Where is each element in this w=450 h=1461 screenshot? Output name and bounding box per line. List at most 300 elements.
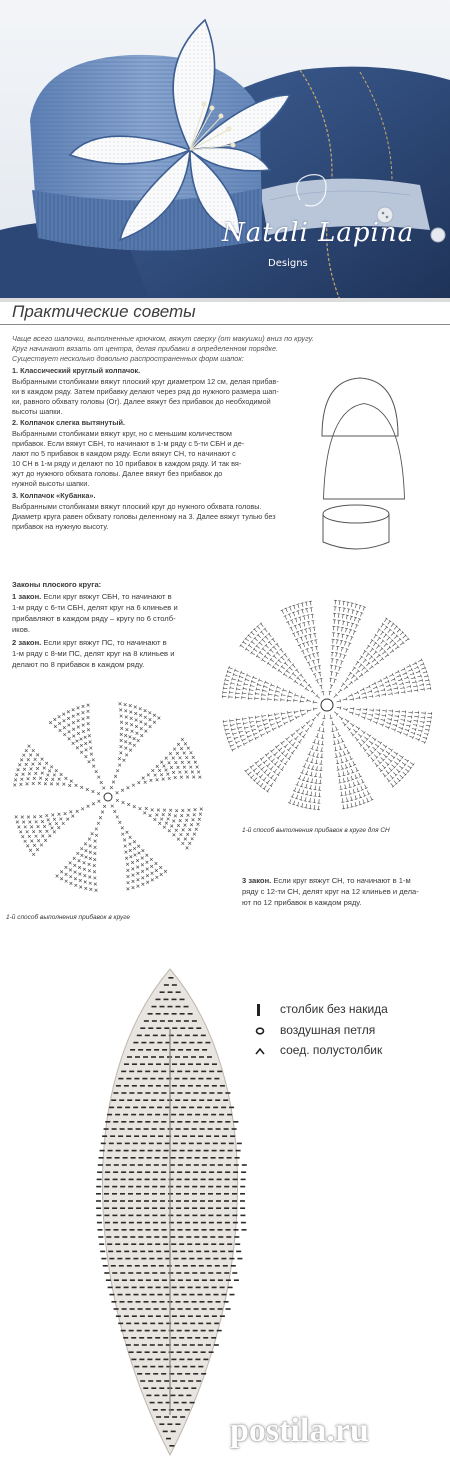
stitch-mark <box>136 866 139 869</box>
stitch-mark <box>375 712 379 716</box>
stitch-mark <box>178 1049 183 1051</box>
stitch-mark <box>365 645 370 650</box>
stitch-mark <box>190 1366 195 1368</box>
stitch-mark <box>280 757 285 762</box>
stitch-mark <box>349 710 354 714</box>
stitch-mark <box>124 1063 129 1065</box>
stitch-mark <box>414 689 418 693</box>
stitch-mark <box>144 723 147 726</box>
stitch-mark <box>312 653 316 658</box>
stitch-mark <box>233 673 238 677</box>
stitch-mark <box>160 1006 165 1008</box>
stitch-mark <box>270 782 275 787</box>
stitch-mark <box>371 682 376 686</box>
stitch-mark <box>107 1114 112 1116</box>
stitch-mark <box>358 656 363 661</box>
stitch-mark <box>256 720 261 724</box>
stitch-mark <box>168 991 173 993</box>
stitch-mark <box>196 1287 201 1289</box>
stitch-mark <box>211 1337 216 1339</box>
stitch-mark <box>133 840 136 843</box>
stitch-mark <box>180 776 183 779</box>
stitch-mark <box>332 679 336 684</box>
stitch-mark <box>231 727 236 731</box>
stitch-mark <box>237 1143 242 1145</box>
section-line: нужной высоты шапки. <box>12 479 90 488</box>
stitch-mark <box>168 1207 173 1209</box>
stitch-mark <box>184 1207 189 1209</box>
stitch-mark <box>181 1258 186 1260</box>
stitch-mark <box>137 739 140 742</box>
stitch-mark <box>153 1222 158 1224</box>
stitch-mark <box>39 830 42 833</box>
stitch-mark <box>165 1143 170 1145</box>
stitch-mark <box>310 608 314 612</box>
stitch-mark <box>190 1078 195 1080</box>
stitch-mark <box>195 828 198 831</box>
stitch-mark <box>193 1179 198 1181</box>
stitch-mark <box>160 761 163 764</box>
stitch-mark <box>409 761 414 766</box>
stitch-mark <box>171 1431 176 1433</box>
stitch-mark <box>115 1243 120 1245</box>
stitch-mark <box>233 1121 238 1123</box>
stitch-mark <box>340 792 344 796</box>
stitch-mark <box>406 685 411 689</box>
stitch-mark <box>273 768 278 773</box>
stitch-mark <box>296 610 300 615</box>
stitch-mark <box>153 1121 158 1123</box>
stitch-mark <box>354 795 358 800</box>
stitch-mark <box>32 830 35 833</box>
stitch-mark <box>180 1150 185 1152</box>
stitch-mark <box>225 1171 230 1173</box>
stitch-mark <box>308 628 312 633</box>
stitch-mark <box>156 1380 161 1382</box>
stitch-mark <box>376 750 381 755</box>
stitch-mark <box>310 772 314 777</box>
stitch-mark <box>164 1251 169 1253</box>
stitch-mark <box>90 753 93 756</box>
stitch-mark <box>196 1085 201 1087</box>
stitch-mark <box>390 678 395 682</box>
stitch-mark <box>396 777 401 782</box>
section-line: Диаметр круга равен обхвату головы деленному на 3. Далее вяжут тулью без <box>12 512 276 521</box>
intro-line: Круг начинают вязать от центра, делая прибавки в определенном порядке. <box>12 344 279 353</box>
stitch-mark <box>230 723 235 727</box>
stitch-mark <box>75 784 78 787</box>
stitch-mark <box>253 676 258 680</box>
stitch-mark <box>78 866 81 869</box>
stitch-mark <box>137 1092 142 1094</box>
stitch-mark <box>87 704 90 707</box>
stitch-mark <box>337 732 341 737</box>
stitch-mark <box>313 739 317 744</box>
stitch-mark <box>149 1143 154 1145</box>
stitch-mark <box>211 1157 216 1159</box>
stitch-mark <box>312 752 316 757</box>
stitch-mark <box>114 1279 119 1281</box>
stitch-mark <box>89 857 92 860</box>
stitch-mark <box>305 727 310 732</box>
stitch-mark <box>136 1215 141 1217</box>
stitch-mark <box>193 813 196 816</box>
stitch-mark <box>388 692 392 696</box>
stitch-mark <box>268 713 272 717</box>
stitch-mark <box>137 781 140 784</box>
stitch-mark <box>196 1315 201 1317</box>
stitch-mark <box>118 1135 123 1137</box>
stitch-mark <box>148 711 151 714</box>
stitch-mark <box>342 778 346 783</box>
stitch-mark <box>141 1042 146 1044</box>
stitch-mark <box>95 834 98 837</box>
stitch-mark <box>219 1243 224 1245</box>
stitch-mark <box>187 747 190 750</box>
stitch-mark <box>206 1078 211 1080</box>
stitch-mark <box>117 1143 122 1145</box>
stitch-mark <box>129 711 132 714</box>
stitch-mark <box>226 1236 231 1238</box>
stitch-mark <box>119 1099 124 1101</box>
stitch-mark <box>48 834 51 837</box>
stitch-mark <box>239 730 244 734</box>
stitch-mark <box>134 712 137 715</box>
stitch-mark <box>398 678 403 682</box>
stitch-mark <box>236 1150 241 1152</box>
stitch-mark <box>33 844 36 847</box>
stitch-mark <box>248 644 253 649</box>
stitch-mark <box>334 726 338 731</box>
stitch-mark <box>398 765 403 770</box>
stitch-mark <box>300 803 304 808</box>
stitch-mark <box>309 804 313 808</box>
stitch-mark <box>367 690 372 694</box>
stitch-mark <box>368 665 373 670</box>
stitch-mark <box>390 623 395 628</box>
stitch-mark <box>202 1049 207 1051</box>
stitch-mark <box>262 776 267 781</box>
stitch-mark <box>240 1207 245 1209</box>
stitch-mark <box>121 1071 126 1073</box>
stitch-mark <box>127 875 130 878</box>
stitch-mark <box>142 1366 147 1368</box>
stitch-mark <box>112 781 115 784</box>
stitch-mark <box>298 738 303 743</box>
stitch-mark <box>148 1063 153 1065</box>
stitch-mark <box>200 1207 205 1209</box>
stitch-mark <box>234 1229 239 1231</box>
stitch-mark <box>138 1308 143 1310</box>
stitch-mark <box>342 697 347 701</box>
stitch-mark <box>97 1171 102 1173</box>
stitch-mark <box>315 766 319 770</box>
stitch-mark <box>192 1186 197 1188</box>
stitch-mark <box>218 1229 223 1231</box>
stitch-mark <box>338 607 341 611</box>
stitch-mark <box>214 1078 219 1080</box>
stitch-mark <box>144 709 147 712</box>
stitch-mark <box>380 688 385 692</box>
stitch-mark <box>338 752 342 757</box>
stitch-mark <box>146 874 149 877</box>
stitch-mark <box>111 805 114 808</box>
stitch-mark <box>138 1229 143 1231</box>
stitch-mark <box>390 632 395 637</box>
stitch-mark <box>223 720 227 724</box>
stitch-mark <box>210 1279 215 1281</box>
stitch-mark <box>220 1287 225 1289</box>
stitch-mark <box>284 752 289 757</box>
stitch-mark <box>242 1164 247 1166</box>
stitch-mark <box>162 813 165 816</box>
stitch-mark <box>29 754 32 757</box>
stitch-mark <box>77 726 80 729</box>
stitch-mark <box>27 758 30 761</box>
stitch-mark <box>96 1215 101 1217</box>
stitch-mark <box>207 1056 212 1058</box>
stitch-mark <box>396 674 401 678</box>
stitch-mark <box>110 1135 115 1137</box>
stitch-mark <box>176 991 181 993</box>
stitch-mark <box>93 858 96 861</box>
stitch-mark <box>199 1265 204 1267</box>
stitch-mark <box>259 782 264 787</box>
stitch-mark <box>145 1330 150 1332</box>
stitch-mark <box>98 1236 103 1238</box>
stitch-mark <box>334 746 338 751</box>
stitch-mark <box>316 679 320 684</box>
stitch-mark <box>138 1279 143 1281</box>
stitch-mark <box>193 1373 198 1375</box>
stitch-mark <box>228 739 233 743</box>
stitch-mark <box>338 745 342 750</box>
stitch-mark <box>144 1186 149 1188</box>
stitch-mark <box>207 1099 212 1101</box>
stitch-mark <box>142 1294 147 1296</box>
stitch-mark <box>338 653 342 658</box>
stitch-mark <box>189 1107 194 1109</box>
stitch-mark <box>72 728 75 731</box>
stitch-mark <box>291 749 296 754</box>
stitch-mark <box>69 868 72 871</box>
stitch-mark <box>407 689 411 693</box>
stitch-mark <box>152 1301 157 1303</box>
stitch-mark <box>202 1279 207 1281</box>
stitch-mark <box>185 1071 190 1073</box>
stitch-mark <box>410 731 415 735</box>
stitch-mark <box>163 765 166 768</box>
stitch-mark <box>175 1423 180 1425</box>
stitch-mark <box>231 1265 236 1267</box>
stitch-mark <box>184 1020 189 1022</box>
stitch-mark <box>170 1395 175 1397</box>
stitch-mark <box>160 1207 165 1209</box>
stitch-mark <box>180 1027 185 1029</box>
stitch-mark <box>145 1092 150 1094</box>
stitch-mark <box>84 881 87 884</box>
stitch-mark <box>310 647 314 652</box>
stitch-mark <box>288 755 293 760</box>
stitch-mark <box>185 1092 190 1094</box>
stitch-mark <box>421 711 425 714</box>
stitch-mark <box>298 617 302 622</box>
stitch-mark <box>120 1207 125 1209</box>
stitch-mark <box>158 1402 163 1404</box>
stitch-mark <box>359 612 363 617</box>
stitch-mark <box>362 659 367 664</box>
stitch-mark <box>355 670 360 675</box>
stitch-mark <box>348 790 352 795</box>
law-2: 2 закон. Если круг вяжут ПС, то начинают в <box>12 638 167 647</box>
stitch-mark <box>192 1301 197 1303</box>
stitch-mark <box>278 747 283 752</box>
stitch-mark <box>161 1171 166 1173</box>
stitch-mark <box>321 691 325 696</box>
stitch-mark <box>70 882 73 885</box>
stitch-mark <box>144 1215 149 1217</box>
stitch-mark <box>137 878 140 881</box>
stitch-mark <box>103 1265 108 1267</box>
stitch-mark <box>201 1171 206 1173</box>
stitch-mark <box>411 676 416 680</box>
stitch-mark <box>300 782 304 787</box>
stitch-mark <box>399 774 404 779</box>
stitch-mark <box>137 1351 142 1353</box>
stitch-mark <box>260 756 265 761</box>
stitch-mark <box>332 740 336 745</box>
stitch-mark <box>198 1294 203 1296</box>
stitch-mark <box>295 694 300 698</box>
stitch-mark <box>124 1315 129 1317</box>
stitch-mark <box>269 649 274 654</box>
stitch-mark <box>160 1193 165 1195</box>
section-heading: 1. Классический круглый колпачок. <box>12 366 141 375</box>
stitch-mark <box>171 1114 176 1116</box>
stitch-mark <box>284 662 289 667</box>
stitch-mark <box>213 1107 218 1109</box>
stitch-mark <box>124 845 127 848</box>
stitch-mark <box>93 877 96 880</box>
stitch-mark <box>144 1272 149 1274</box>
stitch-mark <box>146 1049 151 1051</box>
stitch-mark <box>232 1128 237 1130</box>
stitch-mark <box>311 614 315 618</box>
stitch-mark <box>89 844 92 847</box>
stitch-mark <box>120 745 123 748</box>
stitch-mark <box>304 797 308 802</box>
stitch-mark <box>221 1107 226 1109</box>
stitch-mark <box>116 769 119 772</box>
stitch-mark <box>56 783 59 786</box>
stitch-mark <box>365 662 370 667</box>
stitch-mark <box>343 743 347 748</box>
stitch-mark <box>233 1179 238 1181</box>
stitch-mark <box>378 647 383 652</box>
stitch-mark <box>334 673 338 678</box>
stitch-mark <box>299 796 303 801</box>
stitch-mark <box>101 811 104 814</box>
stitch-mark <box>62 822 65 825</box>
stitch-mark <box>361 739 366 744</box>
stitch-mark <box>354 736 359 741</box>
stitch-mark <box>104 1193 109 1195</box>
stitch-mark <box>252 728 257 732</box>
stitch-mark <box>216 1186 221 1188</box>
section-line: Выбранными столбиками вяжут плоский круг до нужного обхвата головы. <box>12 502 262 511</box>
stitch-mark <box>381 764 386 769</box>
stitch-mark <box>212 1085 217 1087</box>
stitch-mark <box>121 826 124 829</box>
stitch-mark <box>265 752 270 757</box>
stitch-mark <box>387 717 392 721</box>
stitch-mark <box>296 728 301 733</box>
stitch-mark <box>337 614 340 618</box>
stitch-mark <box>345 615 349 620</box>
stitch-mark <box>297 677 302 682</box>
stitch-mark <box>171 1157 176 1159</box>
stitch-mark <box>345 797 349 802</box>
stitch-mark <box>151 878 154 881</box>
stitch-mark <box>404 768 409 773</box>
stitch-mark <box>172 771 175 774</box>
stitch-mark <box>242 1229 247 1231</box>
stitch-mark <box>161 1409 166 1411</box>
stitch-mark <box>147 1114 152 1116</box>
stitch-mark <box>224 1301 229 1303</box>
section-line: прибавок на нужную высоту. <box>12 522 109 531</box>
stitch-mark <box>230 1135 235 1137</box>
stitch-mark <box>306 648 310 653</box>
stitch-mark <box>294 735 299 740</box>
stitch-mark <box>152 1186 157 1188</box>
stitch-mark <box>186 776 189 779</box>
stitch-mark <box>412 662 417 666</box>
stitch-mark <box>32 853 35 856</box>
stitch-mark <box>307 764 311 769</box>
stitch-mark <box>132 1251 137 1253</box>
stitch-mark <box>67 724 70 727</box>
stitch-mark <box>162 1229 167 1231</box>
stitch-mark <box>400 686 405 690</box>
stitch-mark <box>224 1207 229 1209</box>
stitch-mark <box>376 629 381 634</box>
stitch-mark <box>189 1143 194 1145</box>
stitch-mark <box>142 1135 147 1137</box>
stitch-mark <box>49 721 52 724</box>
stitch-mark <box>296 781 300 786</box>
stitch-mark <box>140 1251 145 1253</box>
stitch-mark <box>309 634 313 639</box>
stitch-mark <box>237 1258 242 1260</box>
stitch-mark <box>346 622 350 627</box>
stitch-mark <box>320 678 324 683</box>
stitch-mark <box>71 815 74 818</box>
stitch-mark <box>205 1258 210 1260</box>
stitch-mark <box>298 644 302 649</box>
stitch-mark <box>173 748 176 751</box>
stitch-mark <box>384 654 389 659</box>
stitch-mark <box>259 773 264 778</box>
stitch-mark <box>343 641 347 646</box>
stitch-mark <box>118 764 121 767</box>
stitch-mark <box>190 823 193 826</box>
stitch-mark <box>247 771 252 776</box>
stitch-mark <box>350 776 354 781</box>
stitch-mark <box>311 690 316 695</box>
stitch-mark <box>174 1366 179 1368</box>
stitch-mark <box>374 690 379 694</box>
